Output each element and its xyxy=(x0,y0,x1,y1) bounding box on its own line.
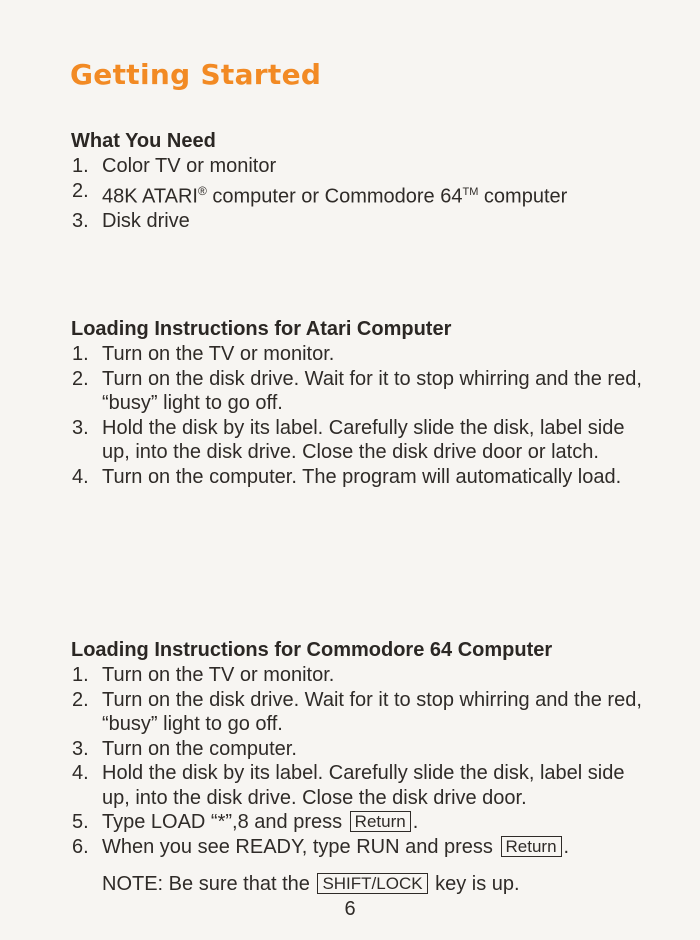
commodore-steps xyxy=(70,663,650,859)
page-title: Getting Started xyxy=(70,58,322,91)
list-item: 1. Color TV or monitor xyxy=(72,155,277,177)
return-key-label: Return xyxy=(501,836,562,857)
list-item: 2. 48K ATARI® computer or Commodore 64™ computer xyxy=(72,179,568,208)
list-item: 2. Turn on the disk drive. Wait for it to stop whirring and the red, “busy” light to go off. xyxy=(72,688,642,735)
list-item: 2. Turn on the disk drive. Wait for it to stop whirring and the red, “busy” light to go off. xyxy=(72,367,642,414)
list-item: 1. Turn on the TV or monitor. xyxy=(72,343,335,365)
atari-heading: Loading Instructions for Atari Computer xyxy=(71,318,452,340)
list-item: 3. Disk drive xyxy=(72,209,190,232)
list-item: 1. Turn on the TV or monitor. xyxy=(72,664,335,686)
what-you-need-heading: What You Need xyxy=(71,130,216,152)
atari-steps xyxy=(70,342,650,489)
list-item: 4. Turn on the computer. The program will automatically load. xyxy=(72,465,622,488)
list-item: 4. Hold the disk by its label. Carefully slide the disk, label side up, into the disk drive. Close the disk drive door. xyxy=(72,762,625,809)
list-item: 6. When you see READY, type RUN and press Return . xyxy=(72,835,570,858)
commodore-section xyxy=(70,637,650,859)
commodore-heading: Loading Instructions for Commodore 64 Computer xyxy=(71,639,553,661)
atari-section xyxy=(70,316,650,489)
what-you-need-section xyxy=(70,128,650,233)
page-number: 6 xyxy=(344,898,356,920)
shift-lock-key-label: SHIFT/LOCK xyxy=(317,873,427,894)
list-item: 3. Hold the disk by its label. Carefully slide the disk, label side up, into the disk drive. Close the disk drive door or latch. xyxy=(72,416,625,463)
return-key-label: Return xyxy=(350,811,411,832)
list-item: 5. Type LOAD “*”,8 and press Return . xyxy=(72,811,419,833)
what-you-need-list xyxy=(70,154,650,233)
list-item: 3. Turn on the computer. xyxy=(72,737,297,760)
shift-lock-note: NOTE: Be sure that the SHIFT/LOCK key is up. xyxy=(102,873,520,895)
